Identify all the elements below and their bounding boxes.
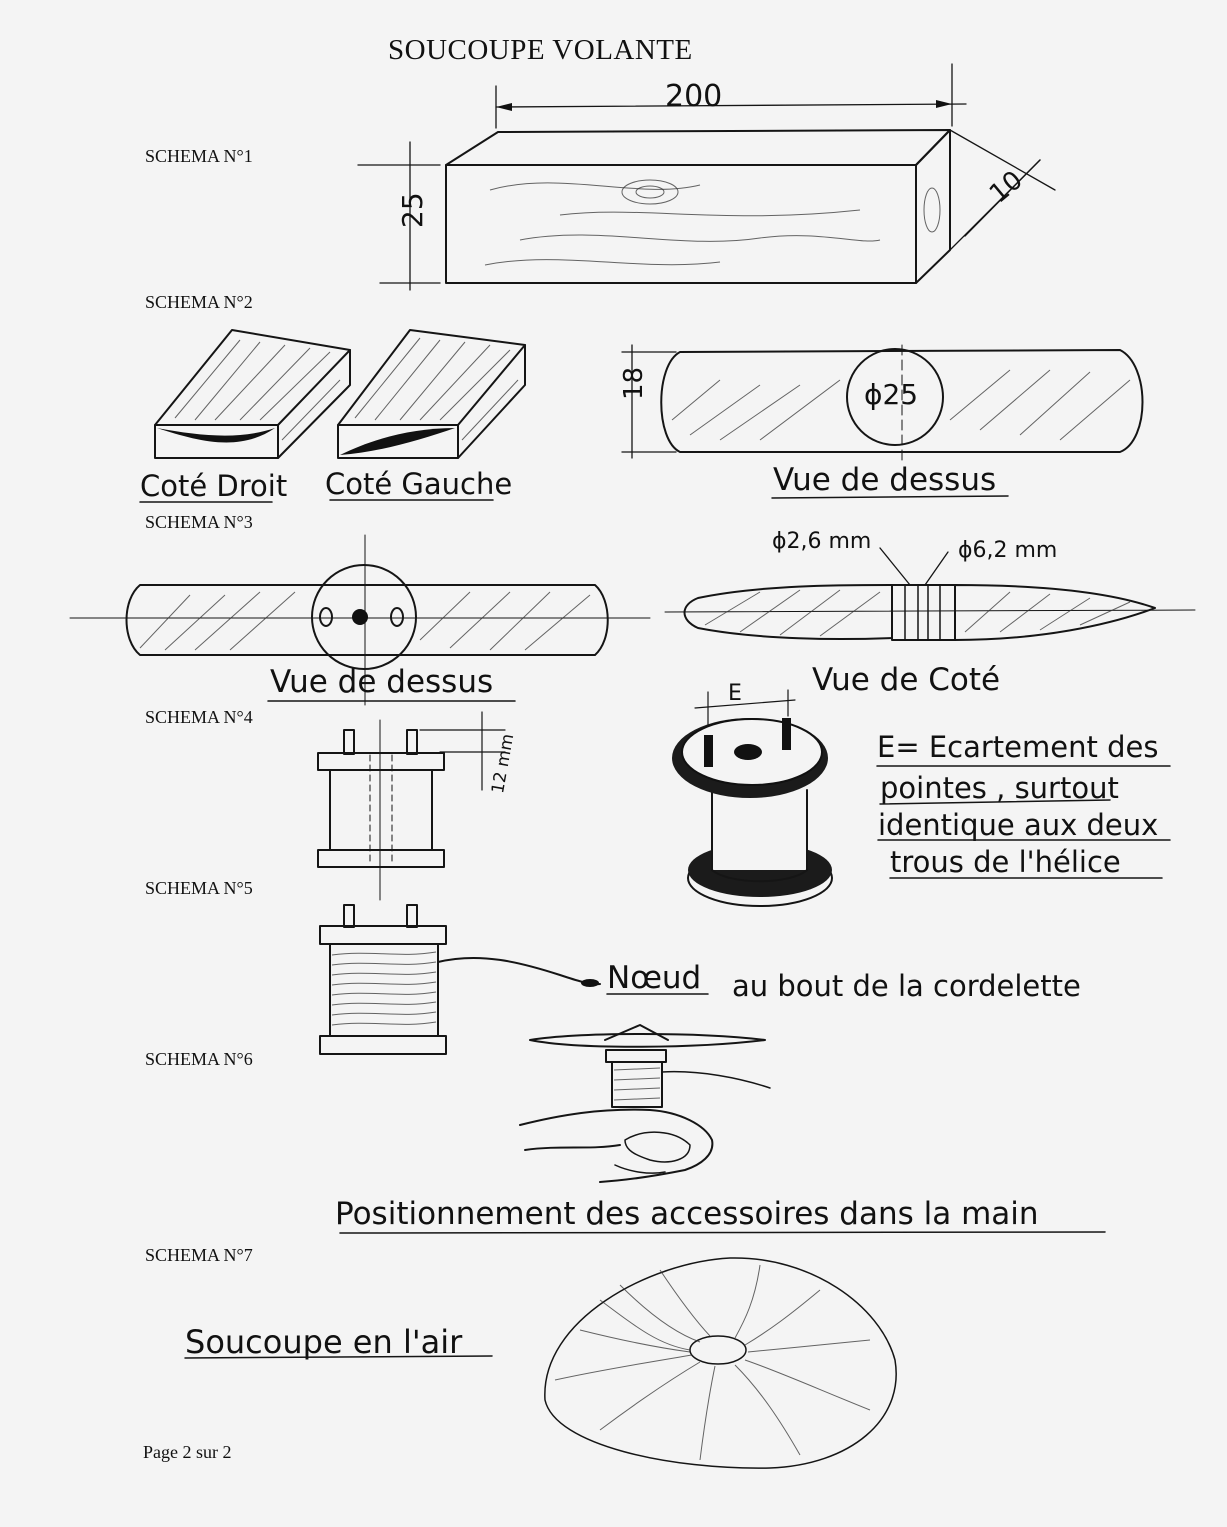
schema-2-label: SCHEMA N°2	[145, 292, 253, 312]
schema-3-side-view	[665, 548, 1195, 640]
label-top-view-3: Vue de dessus	[270, 664, 494, 700]
schema-3-label: SCHEMA N°3	[145, 512, 253, 532]
dim-hole-small: ϕ2,6 mm	[772, 529, 872, 554]
schema-5-label: SCHEMA N°5	[145, 878, 253, 898]
label-right-side: Coté Droit	[140, 469, 288, 503]
note-spacing-4: trous de l'hélice	[890, 845, 1121, 879]
dim-spacing: E	[728, 681, 742, 706]
page-footer: Page 2 sur 2	[143, 1442, 232, 1462]
dim-hub-diameter: ϕ25	[864, 378, 919, 411]
schema-7-label: SCHEMA N°7	[145, 1245, 253, 1265]
label-left-side: Coté Gauche	[325, 467, 513, 501]
label-saucer-air: Soucoupe en l'air	[185, 1323, 463, 1361]
label-knot-note: au bout de la cordelette	[732, 969, 1081, 1003]
note-spacing-3: identique aux deux	[878, 808, 1159, 842]
label-knot: Nœud	[607, 960, 702, 996]
dim-hole-large: ϕ6,2 mm	[958, 538, 1058, 563]
dim-depth: 10	[983, 165, 1029, 210]
schema-2-blade-left	[338, 330, 525, 458]
schema-4-spool-perspective	[672, 690, 832, 906]
schema-4-spool-front	[318, 712, 505, 900]
note-spacing-2: pointes , surtout	[880, 771, 1119, 805]
dim-width: 18	[619, 366, 649, 400]
dim-height: 25	[396, 192, 429, 228]
label-side-view: Vue de Coté	[812, 662, 1001, 698]
schema-2-blade-right	[155, 330, 350, 458]
schema-7-saucer	[545, 1258, 896, 1468]
note-spacing-1: E= Ecartement des	[877, 730, 1159, 764]
dim-length: 200	[665, 79, 723, 114]
schema-1-label: SCHEMA N°1	[145, 146, 253, 166]
schema-4-label: SCHEMA N°4	[145, 707, 253, 727]
dim-spool-pin: 12 mm	[488, 732, 519, 796]
schema-6-hand-sketch	[520, 1025, 770, 1182]
schema-6-label: SCHEMA N°6	[145, 1049, 253, 1069]
label-top-view-2: Vue de dessus	[773, 462, 997, 498]
label-hand-position: Positionnement des accessoires dans la main	[335, 1196, 1039, 1232]
page-title: SOUCOUPE VOLANTE	[388, 34, 693, 66]
schema-5-spool-cord	[320, 905, 600, 1054]
